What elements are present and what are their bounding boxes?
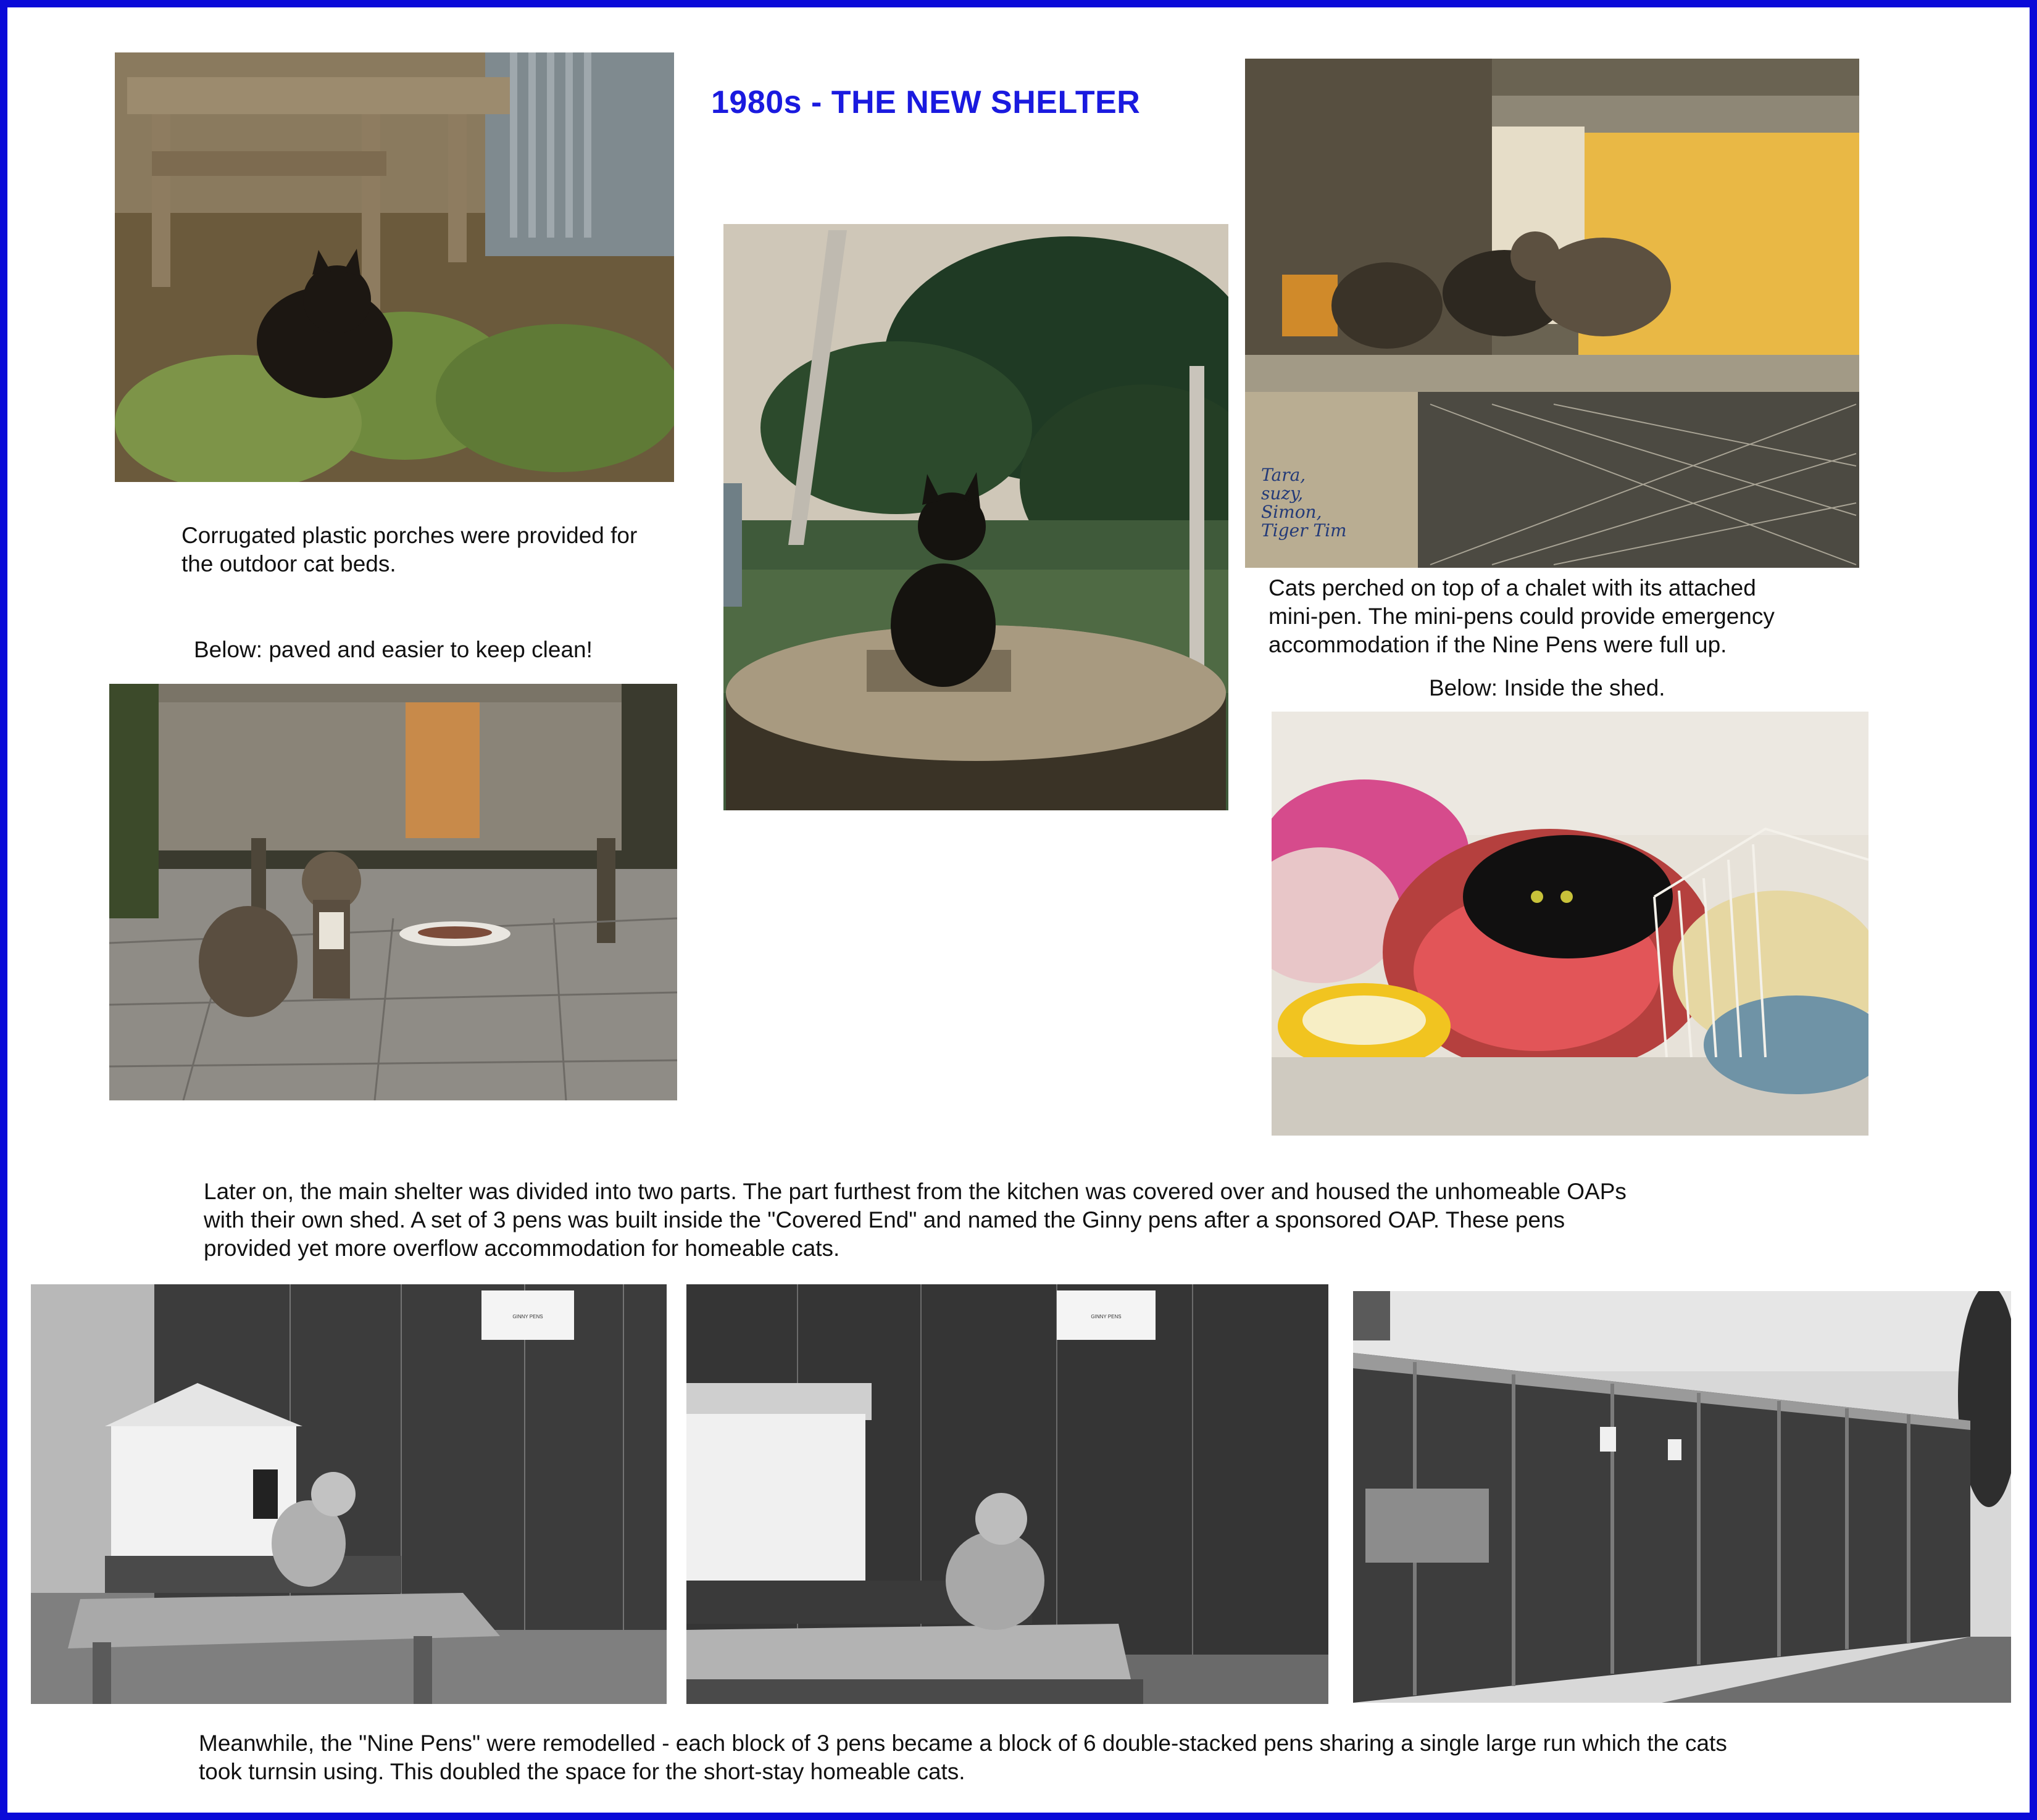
photo-nine-pens-block [1353,1291,2011,1703]
cat-name-4: Tiger Tim [1261,520,1347,541]
cat-name-1: Tara, [1261,465,1306,485]
photo-inside-shed [1272,712,1868,1136]
caption-chalet [1268,574,1775,659]
caption-main-shelter [204,1178,1627,1263]
caption-chalet-line3: accommodation if the Nine Pens were full up. [1268,632,1727,657]
photo-tabby-paving [109,684,677,1100]
caption-porches [181,521,637,578]
photo-cats-on-chalet [1245,59,1859,568]
caption-main-shelter-line3: provided yet more overflow accommodation for homeable cats. [204,1236,840,1261]
caption-nine-pens [199,1729,1727,1786]
ginny-sign-2: GINNY PENS [1091,1314,1122,1319]
caption-porches-line2: the outdoor cat beds. [181,551,396,576]
caption-chalet-line1: Cats perched on top of a chalet with its attached [1268,575,1756,600]
chalet-cat-names [1261,466,1347,540]
caption-nine-pens-line1: Meanwhile, the "Nine Pens" were remodelled - each block of 3 pens became a block of 6 double-stacked pens sharing a single large run which the cats [199,1731,1727,1756]
caption-nine-pens-line2: took turnsin using. This doubled the space for the short-stay homeable cats. [199,1759,965,1784]
page-title: 1980s - THE NEW SHELTER [711,85,1141,120]
photo-black-cat-table [723,224,1228,810]
cat-name-3: Simon, [1261,502,1322,522]
photo-table-porch [115,52,674,482]
caption-paved: Below: paved and easier to keep clean! [194,637,593,662]
photo-ginny-pens-1 [31,1284,667,1704]
caption-chalet-line2: mini-pen. The mini-pens could provide emergency [1268,604,1775,629]
photo-ginny-pens-2 [686,1284,1328,1704]
caption-main-shelter-line1: Later on, the main shelter was divided into two parts. The part furthest from the kitchen was covered over and housed the unhomeable OAPs [204,1179,1627,1204]
ginny-sign-1: GINNY PENS [512,1314,543,1319]
caption-porches-line1: Corrugated plastic porches were provided for [181,523,638,548]
cat-name-2: suzy, [1261,483,1304,504]
caption-main-shelter-line2: with their own shed. A set of 3 pens was built inside the "Covered End" and named the Ginny pens after a sponsored OAP. These pens [204,1207,1565,1232]
caption-shed: Below: Inside the shed. [1429,675,1665,700]
